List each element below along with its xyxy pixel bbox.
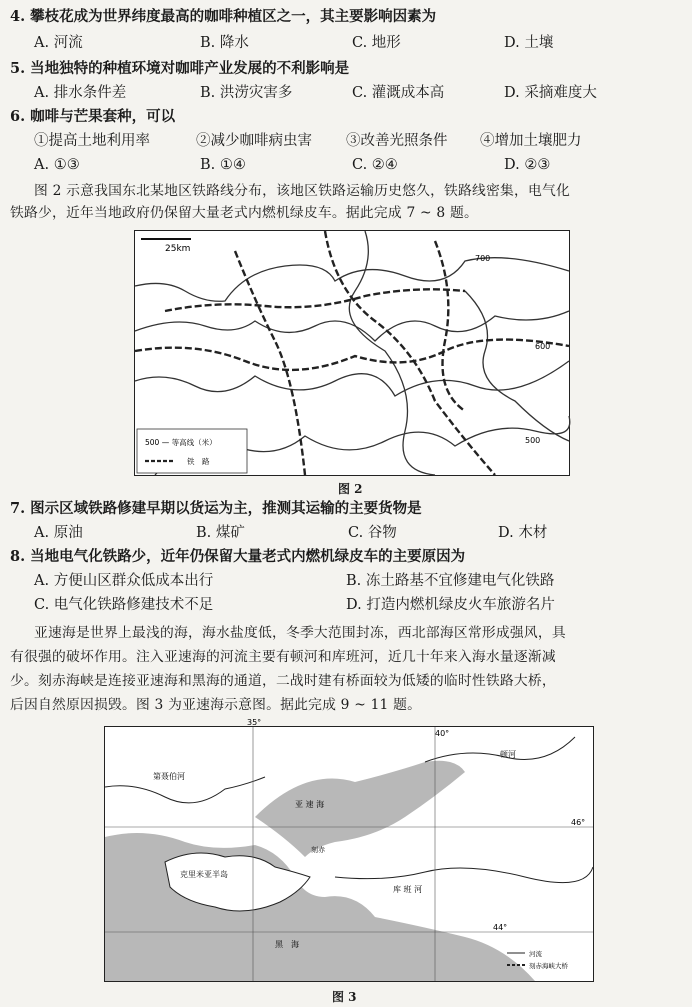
kuban-label: 库 班 河 xyxy=(393,885,423,894)
q6-choice-1: ①提高土地利用率 xyxy=(34,133,150,149)
q6-choice-3: ③改善光照条件 xyxy=(346,133,448,149)
fig2-legend-box xyxy=(137,429,247,473)
q4-option-d[interactable]: D. 土壤 xyxy=(504,35,554,51)
q6-option-a[interactable]: A. ①③ xyxy=(34,157,80,173)
contour-700-label: 700 xyxy=(475,254,491,263)
intro2-line2: 铁路少，近年当地政府仍保留大量老式内燃机绿皮车。据此完成 7 ~ 8 题。 xyxy=(10,205,478,221)
scale-label: 25km xyxy=(165,244,191,254)
q7-stem: 7. 图示区域铁路修建早期以货运为主，推测其运输的主要货物是 xyxy=(10,500,422,517)
q8-option-b[interactable]: B. 冻土路基不宜修建电气化铁路 xyxy=(346,573,555,589)
q4-stem: 4. 攀枝花成为世界纬度最高的咖啡种植区之一，其主要影响因素为 xyxy=(10,8,437,25)
q6-choice-4: ④增加土壤肥力 xyxy=(480,133,582,149)
q5-stem: 5. 当地独特的种植环境对咖啡产业发展的不利影响是 xyxy=(10,60,350,77)
q7-option-d[interactable]: D. 木材 xyxy=(498,525,548,541)
legend-river: 河流 xyxy=(529,950,542,958)
q4-option-b[interactable]: B. 降水 xyxy=(200,35,249,51)
figure-2-caption: 图 2 xyxy=(338,482,363,496)
figure-2-map xyxy=(134,230,570,476)
q5-option-a[interactable]: A. 排水条件差 xyxy=(34,85,127,101)
q6-option-b[interactable]: B. ①④ xyxy=(200,157,246,173)
q7-option-b[interactable]: B. 煤矿 xyxy=(196,525,245,541)
lat44-label: 44° xyxy=(493,923,508,932)
don-label: 顿河 xyxy=(500,750,516,759)
intro3-line4: 后因自然原因损毁。图 3 为亚速海示意图。据此完成 9 ~ 11 题。 xyxy=(10,697,422,713)
intro3-line1: 亚速海是世界上最浅的海，海水盐度低，冬季大范围封冻，西北部海区常形成强风，具 xyxy=(34,625,566,641)
q8-stem: 8. 当地电气化铁路少，近年仍保留大量老式内燃机绿皮车的主要原因为 xyxy=(10,548,466,565)
contour-500-label: 500 xyxy=(525,436,541,445)
q5-option-c[interactable]: C. 灌溉成本高 xyxy=(352,85,445,101)
kerch-label: 刻赤 xyxy=(311,846,325,854)
q4-option-a[interactable]: A. 河流 xyxy=(34,35,83,51)
q8-option-d[interactable]: D. 打造内燃机绿皮火车旅游名片 xyxy=(346,597,555,613)
intro3-line2: 有很强的破坏作用。注入亚速海的河流主要有顿河和库班河，近几十年来入海水量逐渐减 xyxy=(10,649,556,665)
intro2-line1: 图 2 示意我国东北某地区铁路线分布，该地区铁路运输历史悠久，铁路线密集，电气化 xyxy=(34,183,571,199)
q6-option-c[interactable]: C. ②④ xyxy=(352,157,398,173)
legend-contour: 500 — 等高线（米） xyxy=(145,438,217,447)
dnieper-label: 第聂伯河 xyxy=(153,772,185,781)
q4-option-c[interactable]: C. 地形 xyxy=(352,35,401,51)
legend-bridge: 刻赤海峡大桥 xyxy=(529,962,568,970)
figure-3-caption: 图 3 xyxy=(332,990,357,1004)
q6-option-d[interactable]: D. ②③ xyxy=(504,157,551,173)
q6-stem: 6. 咖啡与芒果套种，可以 xyxy=(10,108,176,125)
q7-option-c[interactable]: C. 谷物 xyxy=(348,525,397,541)
q5-option-d[interactable]: D. 采摘难度大 xyxy=(504,85,597,101)
q5-option-b[interactable]: B. 洪涝灾害多 xyxy=(200,85,293,101)
figure-3-map xyxy=(104,718,594,982)
contour-600-label: 600 xyxy=(535,342,551,351)
q7-option-a[interactable]: A. 原油 xyxy=(34,525,83,541)
azov-label: 亚 速 海 xyxy=(295,800,325,809)
lon40-label: 40° xyxy=(435,729,450,738)
legend-rail: 铁 路 xyxy=(187,457,210,466)
intro3-line3: 少。刻赤海峡是连接亚速海和黑海的通道，二战时建有桥面较为低矮的临时性铁路大桥， xyxy=(10,673,556,689)
crimea-label: 克里米亚半岛 xyxy=(180,870,228,879)
lon35-label: 35° xyxy=(247,718,262,727)
lat46-label: 46° xyxy=(571,818,586,827)
black-sea-label: 黑 海 xyxy=(275,940,299,949)
q8-option-a[interactable]: A. 方便山区群众低成本出行 xyxy=(34,573,214,589)
q6-choice-2: ②减少咖啡病虫害 xyxy=(196,133,312,149)
q8-option-c[interactable]: C. 电气化铁路修建技术不足 xyxy=(34,597,214,613)
